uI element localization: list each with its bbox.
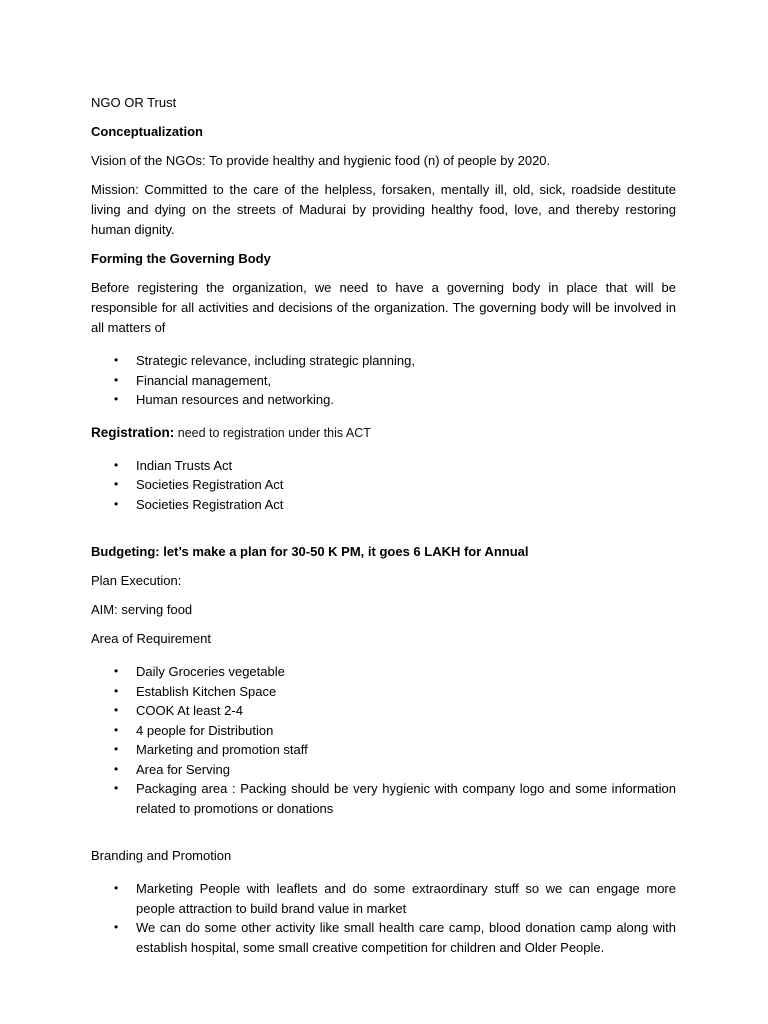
branding-list [91,879,676,957]
list-item: • Indian Trusts Act [91,456,676,476]
governing-list [91,351,676,410]
document-body [91,93,676,970]
bullet-icon: • [114,353,119,367]
doc-heading: NGO OR Trust [91,95,177,110]
bullet-icon: • [114,372,119,387]
list-item: • Societies Registration Act [91,495,676,515]
bullet-icon: • [114,881,119,895]
bullet-icon: • [114,457,119,472]
bullet-icon: • [114,920,119,934]
list-item: • 4 people for Distribution [91,721,676,741]
bullet-icon: • [114,703,119,717]
list-item: • Strategic relevance, including strategic planning, [91,351,676,371]
list-item: • Marketing People with leaflets and do some extraordinary stuff so we can engage more people attraction to build brand value in market [114,881,676,916]
budgeting-paragraph: Budgeting: let’s make a plan for 30-50 K PM, it goes 6 LAKH for Annual [91,544,529,559]
bullet-icon: • [114,742,119,756]
list-item: • Area for Serving [91,760,676,780]
section-heading-conceptualization: Conceptualization [91,124,203,139]
bullet-icon: • [114,781,119,795]
area-heading: Area of Requirement [91,631,211,646]
list-item: • COOK At least 2-4 [91,701,676,721]
list-item: • Societies Registration Act [91,475,676,495]
registration-line [91,423,676,443]
bullet-icon: • [114,761,119,776]
plan-execution-label: Plan Execution: [91,573,182,588]
mission-paragraph: Mission: Committed to the care of the helpless, forsaken, mentally ill, old, sick, roadside destitute living and dying on the streets of Madurai by providing healthy food, love, and thereby restoring human dignity. [91,182,676,237]
aim-label: AIM: serving food [91,602,193,617]
list-item: • Establish Kitchen Space [91,682,676,702]
bullet-icon: • [114,392,119,406]
branding-heading: Branding and Promotion [91,848,232,863]
list-item: • We can do some other activity like small health care camp, blood donation camp along with establish hospital, some small creative competition for children and Older People. [114,920,676,955]
bullet-icon: • [114,477,119,491]
registration-list [91,456,676,515]
governing-paragraph: Before registering the organization, we need to have a governing body in place that will be responsible for all activities and decisions of the organization. The governing body will be involved in all matters of [91,280,676,335]
area-list [91,662,676,818]
bullet-icon: • [114,664,119,678]
registration-text: need to registration under this ACT [174,425,371,440]
list-item: • Financial management, [91,371,676,391]
bullet-icon: • [114,683,119,698]
list-item: • Human resources and networking. [91,390,676,410]
list-item: • Daily Groceries vegetable [91,662,676,682]
vision-paragraph: Vision of the NGOs: To provide healthy and hygienic food (n) of people by 2020. [91,153,551,168]
list-item: • Packaging area : Packing should be very hygienic with company logo and some information related to promotions or donations [114,781,676,816]
bullet-icon: • [114,722,119,737]
section-heading-governing-body: Forming the Governing Body [91,251,271,266]
list-item: • Marketing and promotion staff [91,740,676,760]
bullet-icon: • [114,496,119,511]
registration-label: Registration: [91,424,175,440]
